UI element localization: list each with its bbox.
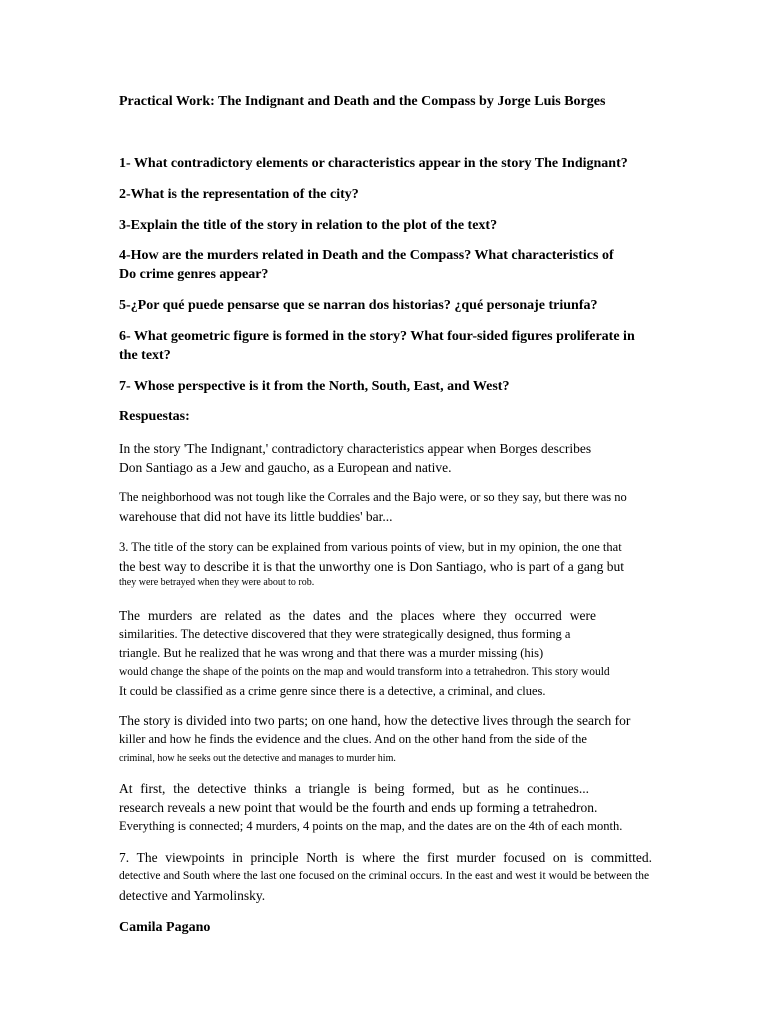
question-7-line-1: 7- Whose perspective is it from the North, South, East, and West?: [119, 379, 510, 394]
answer-2: [119, 488, 709, 526]
question-2: [119, 185, 359, 204]
question-6-line-2: the text?: [119, 348, 171, 363]
question-3-line-1: 3-Explain the title of the story in relation to the plot of the text?: [119, 218, 498, 233]
question-6: [119, 327, 635, 365]
answer-3-line-3: they were betrayed when they were about to rob.: [119, 577, 315, 588]
answer-4-line-3: triangle. But he realized that he was wrong and that there was a murder missing (his): [119, 646, 544, 660]
answer-6-line-2: research reveals a new point that would be the fourth and ends up forming a tetrahedron.: [119, 800, 598, 815]
question-5: [119, 296, 598, 315]
question-1: [119, 154, 628, 173]
answer-6: [119, 779, 709, 836]
question-2-line-1: 2-What is the representation of the city?: [119, 187, 359, 202]
answer-7-line-2: detective and South where the last one focused on the criminal occurs. In the east and west it would be between the: [119, 870, 650, 882]
question-4-line-2: Do crime genres appear?: [119, 267, 269, 282]
answer-4-line-4: would change the shape of the points on the map and would transform into a tetrahedron. This story would: [119, 666, 610, 678]
question-6-line-1: 6- What geometric figure is formed in the story? What four-sided figures proliferate in: [119, 329, 635, 344]
answer-1-line-2: Don Santiago as a Jew and gaucho, as a European and native.: [119, 460, 452, 475]
answers-heading: Respuestas:: [119, 409, 190, 424]
answer-3: [119, 538, 709, 590]
question-4: [119, 246, 614, 284]
question-4-line-1: 4-How are the murders related in Death and the Compass? What characteristics of: [119, 248, 614, 263]
answer-3-line-2: the best way to describe it is that the unworthy one is Don Santiago, who is part of a gang but: [119, 559, 625, 574]
answer-2-line-2: warehouse that did not have its little buddies' bar...: [119, 509, 393, 524]
answer-1-line-1: In the story 'The Indignant,' contradictory characteristics appear when Borges describes: [119, 441, 592, 456]
answer-5: [119, 711, 709, 768]
answer-4: [119, 606, 709, 701]
answer-7: [119, 848, 709, 905]
question-7: [119, 377, 509, 396]
answer-6-line-3: Everything is connected; 4 murders, 4 points on the map, and the dates are on the 4th of each month.: [119, 819, 623, 833]
answer-1: [119, 439, 709, 477]
author-signature: Camila Pagano: [119, 920, 211, 935]
question-3: [119, 216, 497, 235]
answer-2-line-1: The neighborhood was not tough like the Corrales and the Bajo were, or so they say, but there was no: [119, 490, 627, 504]
answer-4-line-1: The murders are related as the dates and the places where they occurred were: [119, 608, 596, 623]
question-1-line-1: 1- What contradictory elements or characteristics appear in the story The Indignant?: [119, 156, 628, 171]
answer-4-line-2: similarities. The detective discovered that they were strategically designed, thus forming a: [119, 627, 571, 641]
answer-3-line-1: 3. The title of the story can be explained from various points of view, but in my opinion, the one that: [119, 540, 622, 554]
answer-5-line-1: The story is divided into two parts; on one hand, how the detective lives through the search for: [119, 713, 631, 728]
answer-7-line-3: detective and Yarmolinsky.: [119, 888, 266, 903]
answer-5-line-3: criminal, how he seeks out the detective and manages to murder him.: [119, 753, 396, 764]
question-5-line-1: 5-¿Por qué puede pensarse que se narran dos historias? ¿qué personaje triunfa?: [119, 298, 598, 313]
answer-5-line-2: killer and how he finds the evidence and the clues. And on the other hand from the side of the: [119, 732, 587, 746]
document-title: Practical Work: The Indignant and Death and the Compass by Jorge Luis Borges: [119, 94, 606, 109]
answer-6-line-1: At first, the detective thinks a triangle is being formed, but as he continues...: [119, 781, 589, 796]
answer-4-line-5: It could be classified as a crime genre since there is a detective, a criminal, and clues.: [119, 684, 546, 698]
answer-7-line-1: 7. The viewpoints in principle North is where the first murder focused on is committed.: [119, 850, 652, 865]
